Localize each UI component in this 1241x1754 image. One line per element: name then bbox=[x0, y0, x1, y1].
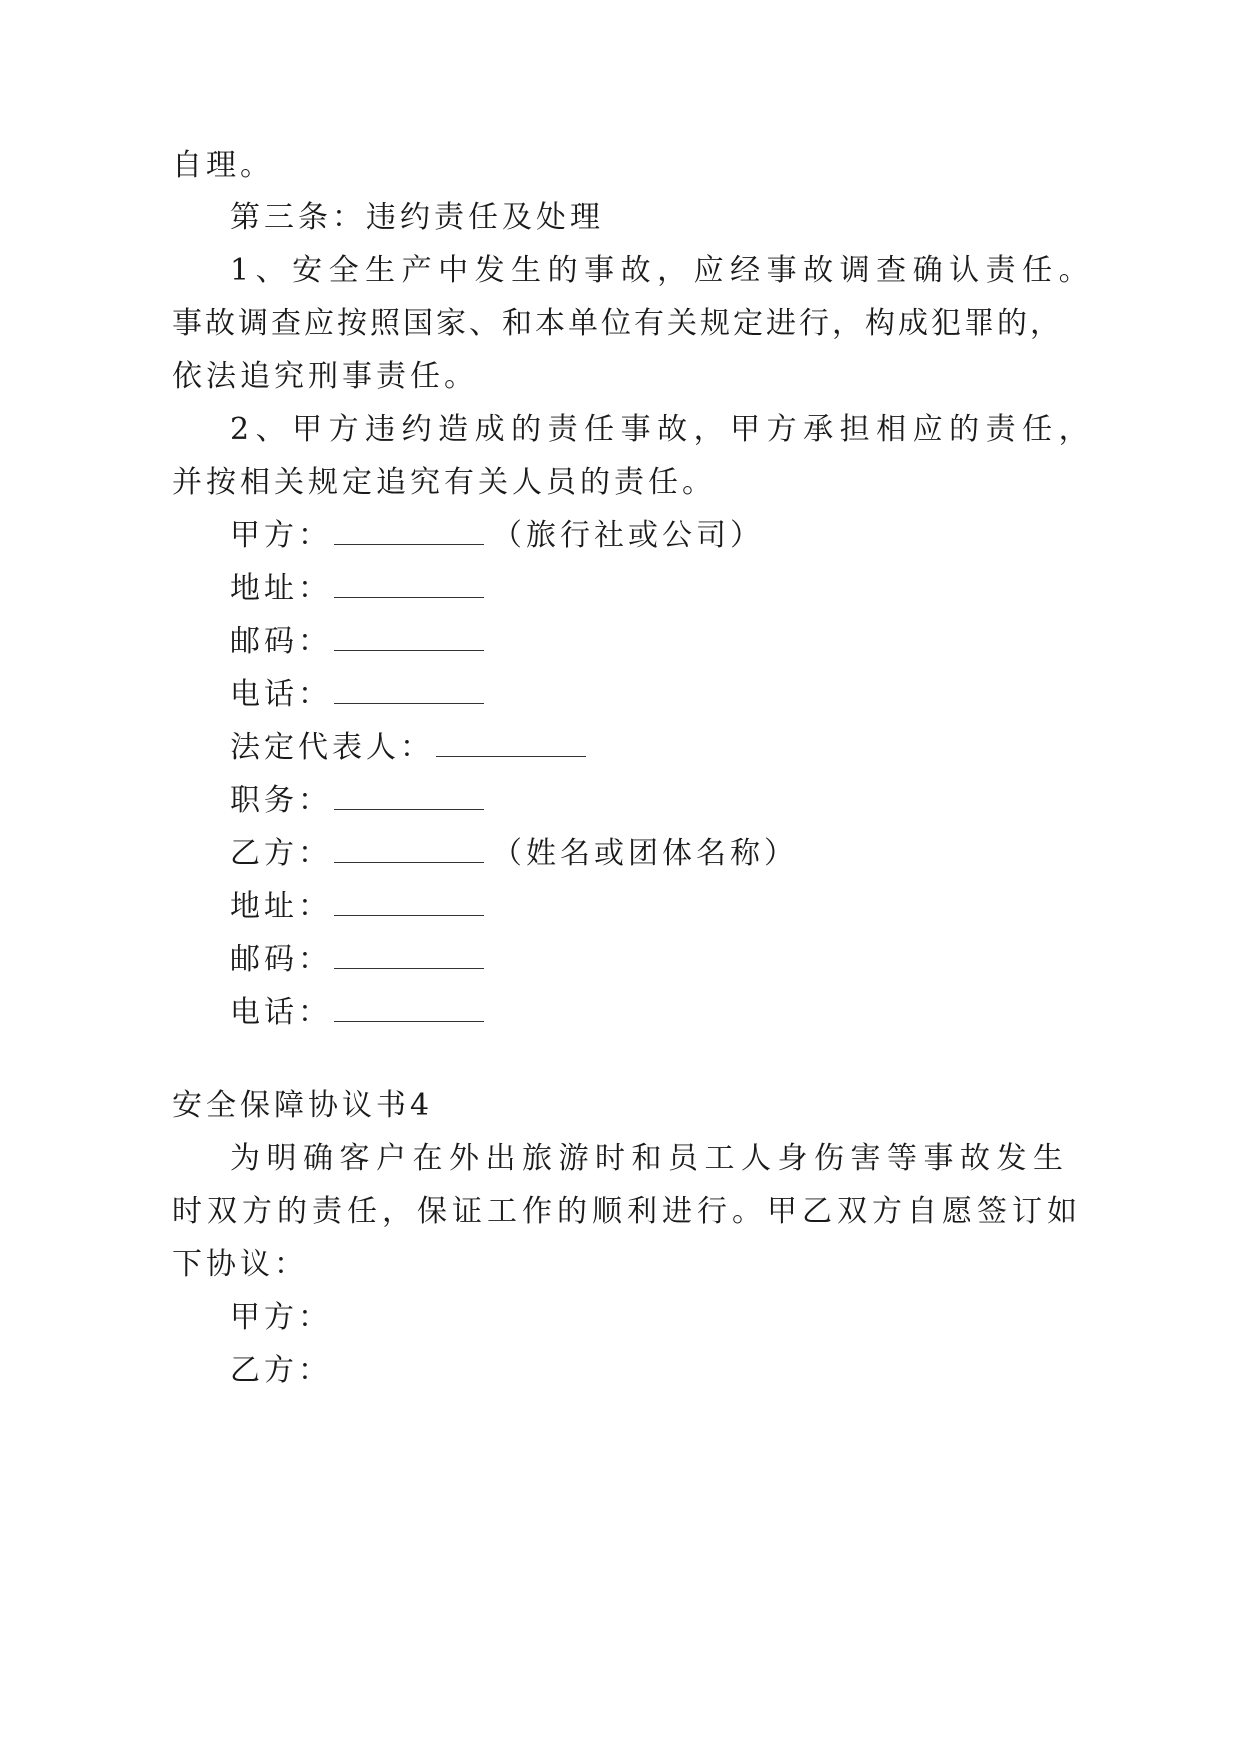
party-b-postcode-row bbox=[230, 940, 492, 980]
party-a-postcode-row bbox=[230, 622, 492, 662]
party-b-postcode-label: 邮码： bbox=[230, 942, 332, 977]
party-a-position-blank[interactable] bbox=[334, 787, 484, 810]
party-b-row bbox=[230, 834, 798, 874]
agreement4-party-b-label: 乙方： bbox=[230, 1353, 332, 1388]
party-a-address-row bbox=[230, 569, 492, 609]
party-a-address-label: 地址： bbox=[230, 571, 332, 606]
agreement4-intro-line1: 为明确客户在外出旅游时和员工人身伤害等事故发生 bbox=[230, 1141, 1070, 1176]
agreement4-title: 安全保障协议书4 bbox=[172, 1088, 434, 1123]
agreement4-intro-line2: 时双方的责任，保证工作的顺利进行。甲乙双方自愿签订如 bbox=[172, 1194, 1082, 1229]
party-b-phone-row bbox=[230, 993, 492, 1033]
continuation-text: 自理。 bbox=[172, 148, 274, 183]
party-a-position-row bbox=[230, 781, 492, 821]
article3-item1-line3: 依法追究刑事责任。 bbox=[172, 359, 478, 394]
party-b-blank[interactable] bbox=[334, 840, 484, 863]
article3-item1-line1: 1、安全生产中发生的事故，应经事故调查确认责任。 bbox=[230, 253, 1096, 288]
party-b-postcode-blank[interactable] bbox=[334, 946, 484, 969]
party-b-label: 乙方： bbox=[230, 836, 332, 871]
party-a-label: 甲方： bbox=[230, 518, 332, 553]
party-b-address-row bbox=[230, 887, 492, 927]
party-b-address-label: 地址： bbox=[230, 889, 332, 924]
party-a-postcode-blank[interactable] bbox=[334, 628, 484, 651]
agreement4-intro-line3: 下协议： bbox=[172, 1247, 308, 1282]
party-a-address-blank[interactable] bbox=[334, 575, 484, 598]
party-b-note: （姓名或团体名称） bbox=[492, 836, 798, 871]
party-a-postcode-label: 邮码： bbox=[230, 624, 332, 659]
article3-heading: 第三条：违约责任及处理 bbox=[230, 200, 604, 235]
party-a-row bbox=[230, 516, 764, 556]
party-b-phone-blank[interactable] bbox=[334, 999, 484, 1022]
party-a-phone-label: 电话： bbox=[230, 677, 332, 712]
party-a-blank[interactable] bbox=[334, 522, 484, 545]
agreement4-party-a-label: 甲方： bbox=[230, 1300, 332, 1335]
party-b-phone-label: 电话： bbox=[230, 995, 332, 1030]
party-a-phone-row bbox=[230, 675, 492, 715]
party-a-phone-blank[interactable] bbox=[334, 681, 484, 704]
article3-item1-line2: 事故调查应按照国家、和本单位有关规定进行，构成犯罪的， bbox=[172, 306, 1063, 341]
party-b-address-blank[interactable] bbox=[334, 893, 484, 916]
party-a-note: （旅行社或公司） bbox=[492, 518, 764, 553]
party-a-legal-rep-blank[interactable] bbox=[436, 734, 586, 757]
article3-item2-line2: 并按相关规定追究有关人员的责任。 bbox=[172, 465, 716, 500]
party-a-legal-rep-label: 法定代表人： bbox=[230, 730, 434, 765]
party-a-position-label: 职务： bbox=[230, 783, 332, 818]
article3-item2-line1: 2、甲方违约造成的责任事故，甲方承担相应的责任， bbox=[230, 412, 1096, 447]
party-a-legal-rep-row bbox=[230, 728, 594, 768]
